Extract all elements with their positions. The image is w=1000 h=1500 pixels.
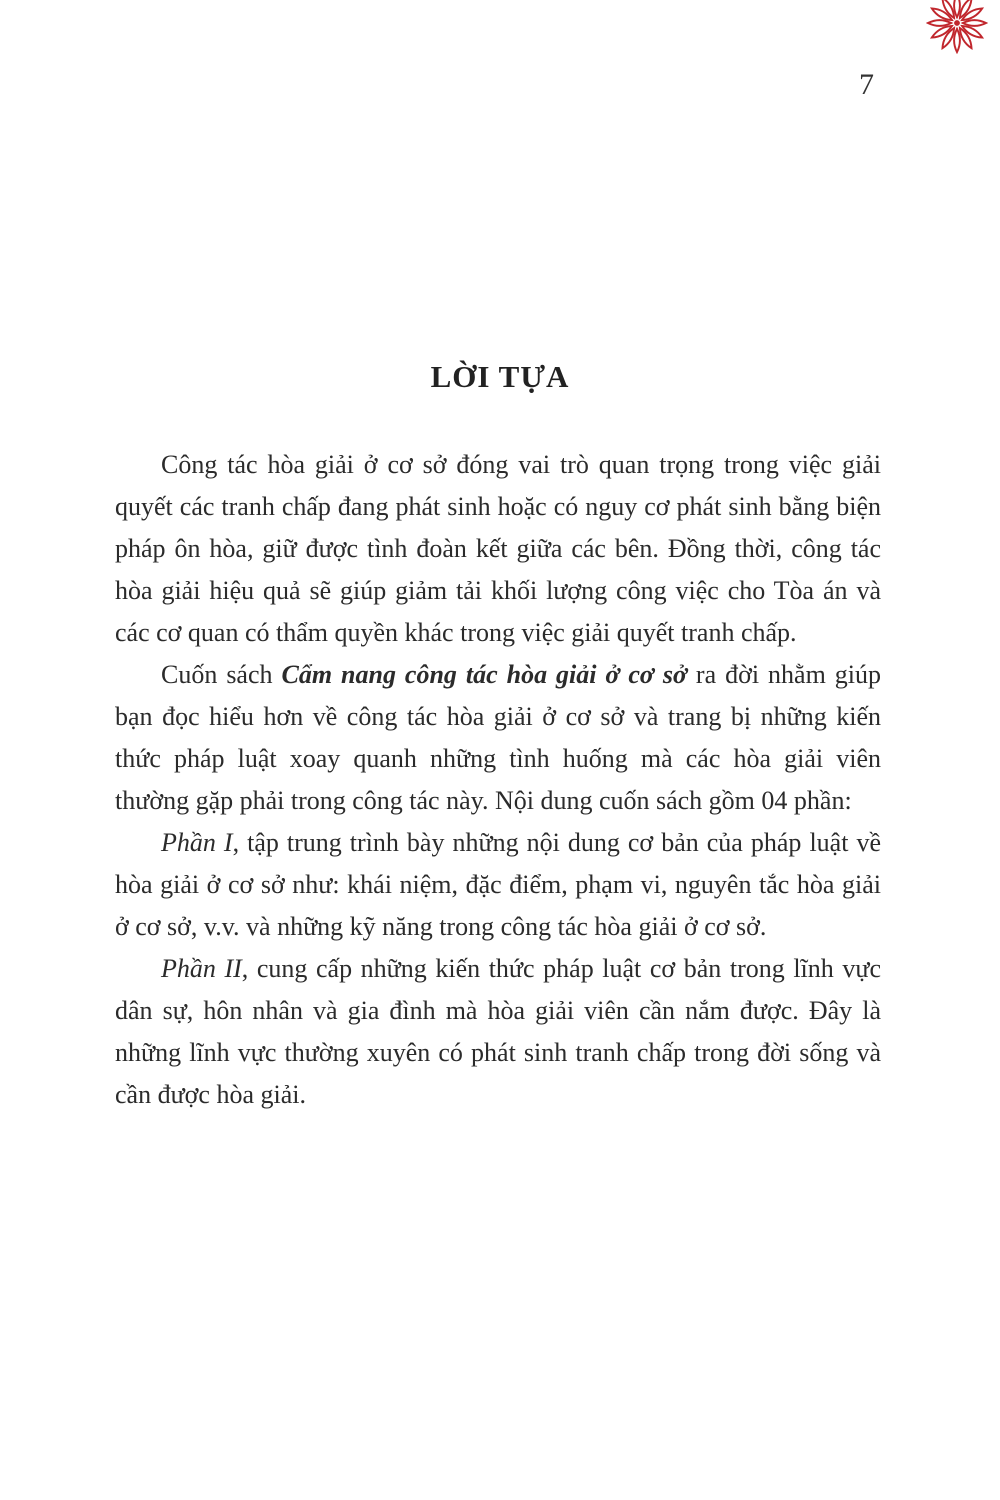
book-title-emphasis: Cẩm nang công tác hòa giải ở cơ sở [281,660,687,689]
paragraph-4-text: , cung cấp những kiến thức pháp luật cơ bản trong lĩnh vực dân sự, hôn nhân và gia đình mà hòa giải viên cần nắm được. Đây là những lĩnh vực thường xuyên có phát sinh tranh chấp trong đời sống và cần được hòa giải. [115,954,881,1109]
page-title: LỜI TỰA [430,358,570,394]
publisher-logo [926,0,988,54]
paragraph-4 [115,948,881,1116]
paragraph-3 [115,822,881,948]
paragraph-2-suffix: ra đời nhằm giúp bạn đọc hiểu hơn về công tác hòa giải ở cơ sở và trang bị những kiến thức pháp luật xoay quanh những tình huống mà các hòa giải viên thường gặp phải trong công tác này. Nội dung cuốn sách gồm 04 phần: [115,660,881,815]
paragraph-2-prefix: Cuốn sách [161,660,282,689]
paragraph-3-text: , tập trung trình bày những nội dung cơ bản của pháp luật về hòa giải ở cơ sở như: khái niệm, đặc điểm, phạm vi, nguyên tắc hòa giải ở cơ sở, v.v. và những kỹ năng trong công tác hòa giải ở cơ sở. [115,828,881,941]
paragraph-1-text: Công tác hòa giải ở cơ sở đóng vai trò quan trọng trong việc giải quyết các tranh chấp đang phát sinh hoặc có nguy cơ phát sinh bằng biện pháp ôn hòa, giữ được tình đoàn kết giữa các bên. Đồng thời, công tác hòa giải hiệu quả sẽ giúp giảm tải khối lượng công việc cho Tòa án và các cơ quan có thẩm quyền khác trong việc giải quyết tranh chấp. [115,450,881,647]
paragraph-1 [115,444,881,654]
publisher-logo-icon [926,0,988,54]
page-number: 7 [859,68,874,101]
paragraph-4-lead: Phần II [161,954,242,983]
paragraph-3-lead: Phần I [161,828,233,857]
paragraph-2 [115,654,881,822]
body-text [115,444,881,1116]
